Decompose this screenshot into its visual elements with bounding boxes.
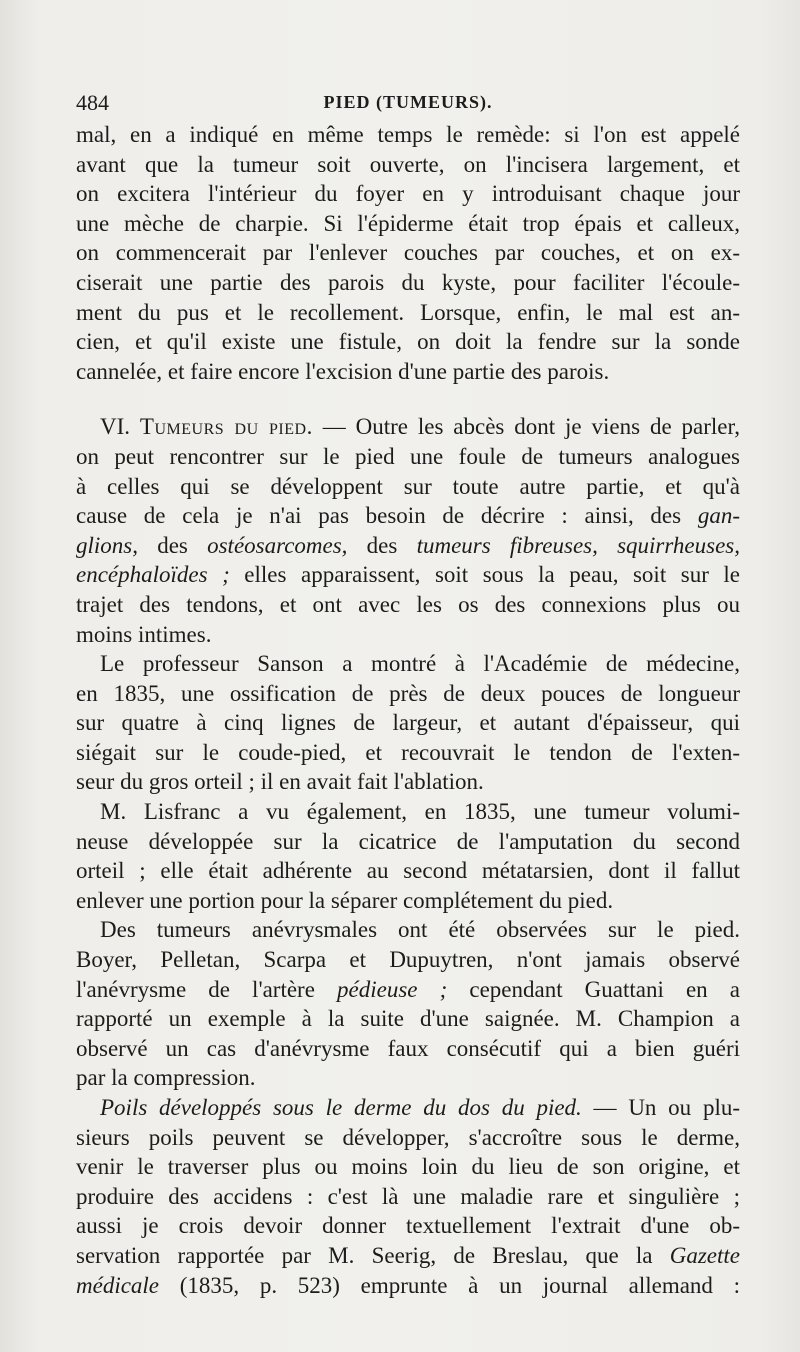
text-line: l'anévrysme de l'artère pédieuse ; cependant Guattani en a <box>76 976 740 1002</box>
text-line: médicale (1835, p. 523) emprunte à un journal allemand : <box>76 1272 740 1298</box>
paragraph-anevrysme <box>76 915 740 1093</box>
text-line: encéphaloïdes ; elles apparaissent, soit sous la peau, soit sur le <box>76 562 740 588</box>
text-line: une mèche de charpie. Si l'épiderme était trop épais et calleux, <box>76 210 740 236</box>
text-line: venir le traverser plus ou moins loin du lieu de son origine, et <box>76 1154 740 1180</box>
section-heading-line: VI. Tumeurs du pied. — Outre les abcès dont je viens de parler, <box>100 414 740 440</box>
running-head: PIED (TUMEURS). <box>323 92 493 112</box>
text-line: orteil ; elle était adhérente au second métatarsien, dont il fallut <box>76 858 740 884</box>
text-line: mal, en a indiqué en même temps le remède: si l'on est appelé <box>76 122 740 147</box>
text-line: trajet des tendons, et ont avec les os des connexions plus ou <box>76 591 740 617</box>
text-line: neuse développée sur la cicatrice de l'amputation du second <box>76 828 740 854</box>
section-gap <box>76 386 740 412</box>
subsection-title: Poils développés sous le derme du dos du pied. <box>100 1095 582 1120</box>
text-line: aussi je crois devoir donner textuellement l'extrait d'une ob- <box>76 1213 740 1239</box>
text-line: cause de cela je n'ai pas besoin de décrire : ainsi, des gan- <box>76 503 740 529</box>
paragraph-lisfranc <box>76 797 740 915</box>
paragraph-poils <box>76 1093 740 1300</box>
text-line: sur quatre à cinq lignes de largeur, et autant d'épaisseur, qui <box>76 710 740 736</box>
text-line: cannelée, et faire encore l'excision d'une partie des parois. <box>76 358 610 384</box>
page-number: 484 <box>76 90 109 115</box>
text-line: Boyer, Pelletan, Scarpa et Dupuytren, n'ont jamais observé <box>76 947 740 973</box>
text-line: on excitera l'intérieur du foyer en y introduisant chaque jour <box>76 181 740 207</box>
text-line: on commencerait par l'enlever couches par couches, et on ex- <box>76 240 740 266</box>
paragraph-sanson <box>76 649 740 797</box>
section-numeral: VI. <box>100 414 131 440</box>
text-line: rapporté un exemple à la suite d'une saignée. M. Champion a <box>76 1006 740 1032</box>
text-line: glions, des ostéosarcomes, des tumeurs fibreuses, squirrheuses, <box>76 532 740 558</box>
section-title: Tumeurs du pied. <box>139 414 313 440</box>
text-line: à celles qui se développent sur toute autre partie, et qu'à <box>76 473 740 499</box>
section-tumeurs-du-pied <box>76 412 740 649</box>
text-line: sieurs poils peuvent se développer, s'accroître sous le derme, <box>76 1124 740 1150</box>
text-line: Le professeur Sanson a montré à l'Académie de médecine, <box>100 651 740 677</box>
text-line: en 1835, une ossification de près de deux pouces de longueur <box>76 680 740 706</box>
page-body <box>76 120 740 1300</box>
text-line: observé un cas d'anévrysme faux consécutif qui a bien guéri <box>76 1035 740 1061</box>
text-line: on peut rencontrer sur le pied une foule de tumeurs analogues <box>76 443 740 469</box>
text-line: ment du pus et le recollement. Lorsque, enfin, le mal est an- <box>76 299 740 325</box>
text-line: Poils développés sous le derme du dos du pied. — Un ou plu- <box>100 1095 740 1120</box>
text-line: moins intimes. <box>76 621 212 647</box>
text-line: M. Lisfranc a vu également, en 1835, une tumeur volumi- <box>100 799 740 825</box>
text-line: Des tumeurs anévrysmales ont été observées sur le pied. <box>100 917 740 943</box>
text-line: cien, et qu'il existe une fistule, on doit la fendre sur la sonde <box>76 329 740 355</box>
text-line: avant que la tumeur soit ouverte, on l'incisera largement, et <box>76 151 740 177</box>
text-line: par la compression. <box>76 1065 256 1091</box>
text-line: servation rapportée par M. Seerig, de Breslau, que la Gazette <box>76 1242 740 1268</box>
paragraph-abces-end <box>76 120 740 386</box>
text-line: produire des accidens : c'est là une maladie rare et singulière ; <box>76 1183 740 1209</box>
text-line: enlever une portion pour la séparer complétement du pied. <box>76 887 614 913</box>
text-line: ciserait une partie des parois du kyste, pour faciliter l'écoule- <box>76 269 740 295</box>
text-line: siégait sur le coude-pied, et recouvrait le tendon de l'exten- <box>76 739 740 765</box>
page-header <box>76 90 740 116</box>
text-line: seur du gros orteil ; il en avait fait l'ablation. <box>76 769 484 795</box>
